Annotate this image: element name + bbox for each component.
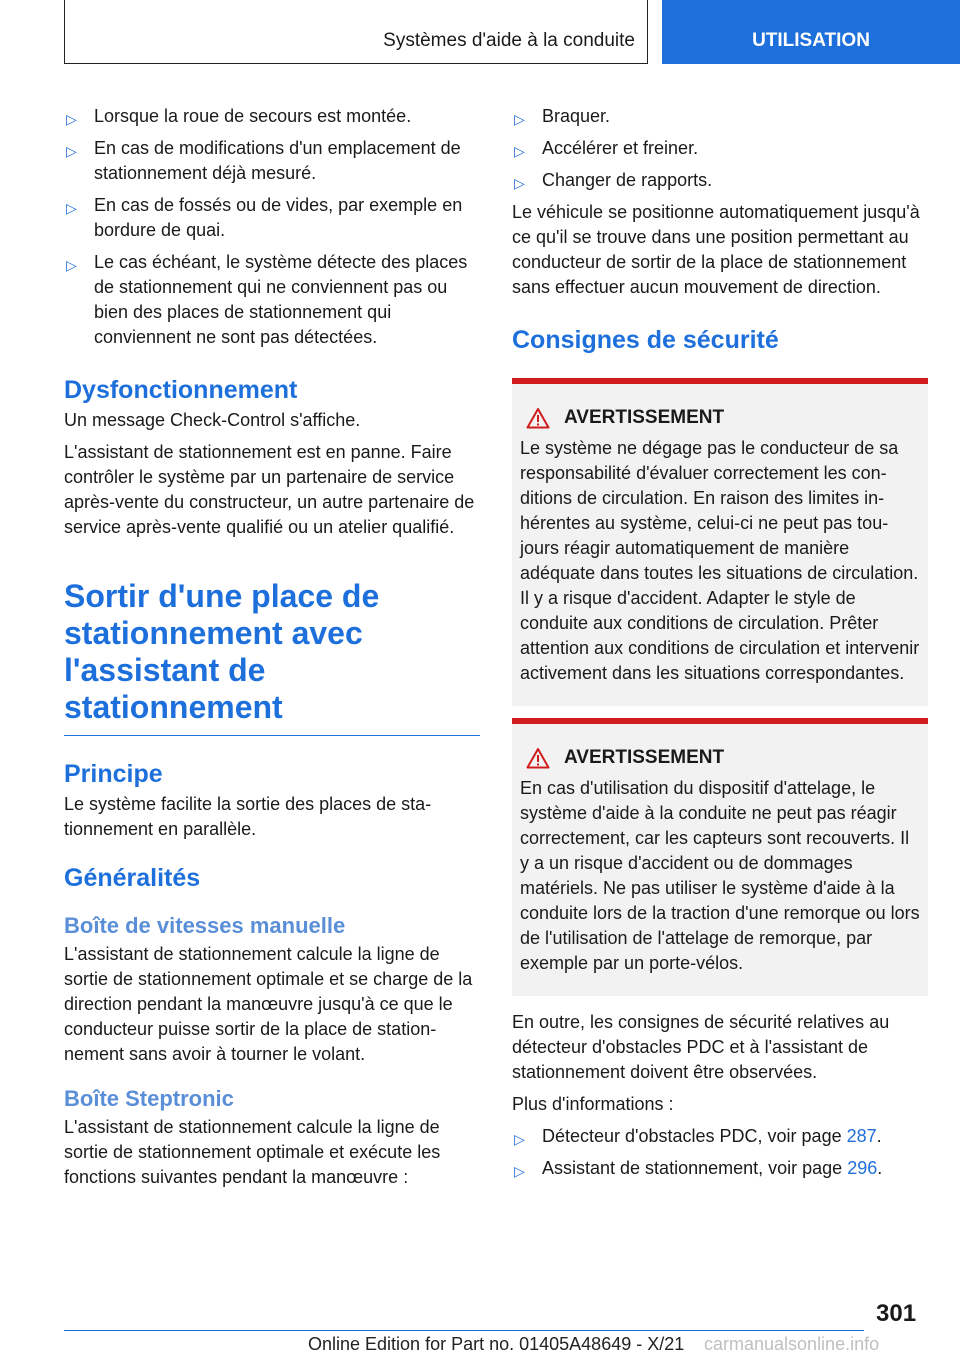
footer-divider (64, 1330, 864, 1331)
list-item: ▷ En cas de modifications d'un emplacement de stationnement déjà mesuré. (66, 138, 461, 183)
footer-edition: Online Edition for Part no. 01405A48649 - X/21 (308, 1334, 685, 1354)
page-link-287[interactable]: 287 (846, 1126, 877, 1146)
warning-title: AVERTISSEMENT (526, 746, 920, 770)
page-number: 301 (876, 1300, 917, 1327)
paragraph: Un message Check-Control s'affiche. (64, 410, 361, 430)
paragraph: L'assistant de stationnement calcule la ligne de sortie de stationnement optimale et exécute les fonctions suivantes pendant la manœuvre : (64, 1117, 441, 1187)
right-column (512, 104, 928, 1181)
list-item: ▷ Changer de rapports. (512, 168, 928, 193)
paragraph: L'assistant de stationnement calcule la ligne de sortie de stationnement optimale et se charge de la direction pendant la manœuvre jusqu'à ce que le conducteur puisse sortir de la place de stationnement sans avoir à tourner le volant. (64, 944, 473, 1064)
list-item: ▷ Le cas échéant, le système détecte des places de stationnement qui ne conviennent pas ou bien des places de stationnement qui conviennent ne sont pas détectées. (66, 252, 468, 347)
list-item: ▷ Lorsque la roue de secours est montée. (64, 104, 480, 129)
list-item: ▷ Assistant de stationnement, voir page 296. (512, 1156, 928, 1181)
header-section-title: Systèmes d'aide à la conduite (64, 0, 648, 64)
warning-box (512, 718, 928, 996)
list-item: ▷ Détecteur d'obstacles PDC, voir page 287. (512, 1124, 928, 1149)
paragraph: L'assistant de stationnement est en panne. Faire contrôler le système par un partenaire de service après-vente du constructeur, un autre partenaire de service après-vente qualifié ou un atelier qualifié. (64, 442, 475, 537)
triangle-bullet-icon: ▷ (66, 200, 77, 216)
triangle-bullet-icon: ▷ (66, 257, 77, 273)
watermark: carmanualsonline.info (700, 1334, 879, 1355)
warning-title: AVERTISSEMENT (526, 406, 920, 430)
list-item: ▷ En cas de fossés ou de vides, par exemple en bordure de quai. (66, 195, 463, 240)
section-title: Sortir d'une place de stationnement avec l'assistant de stationnement (64, 578, 480, 736)
heading-manual-gearbox: Boîte de vitesses manuelle (64, 913, 346, 938)
paragraph: Plus d'informations : (512, 1094, 674, 1114)
triangle-bullet-icon: ▷ (66, 143, 77, 159)
list-item: ▷ Braquer. (512, 104, 928, 129)
page-link-296[interactable]: 296 (847, 1158, 878, 1178)
warning-text: Le système ne dégage pas le conducteur de sa responsabilité d'évaluer correctement les conditions de circulation. En raison des limites inhérentes au système, celui-ci ne peut pas toujours réagir automatiquement de manière adéquate dans toutes les situations de circulation. Il y a risque d'accident. Adapter le style de conduite aux conditions de circulation. Prêter attention aux conditions de circulation et intervenir activement dans les situations correspondantes. (520, 438, 920, 683)
heading-principle: Principe (64, 760, 163, 788)
triangle-bullet-icon: ▷ (514, 1163, 525, 1179)
triangle-bullet-icon: ▷ (514, 1131, 525, 1147)
warning-text: En cas d'utilisation du dispositif d'attelage, le système d'aide à la conduite ne peut pas réagir correctement, car les capteurs sont recouverts. Il y a un risque d'accident ou de dommages matériels. Ne pas utiliser le système d'aide à la conduite lors de la traction d'une remorque ou lors de l'utilisation de l'attelage de remorque, par exemple par un porte-vélos. (520, 778, 920, 973)
warning-triangle-icon (526, 747, 550, 769)
warning-triangle-icon (526, 407, 550, 429)
triangle-bullet-icon: ▷ (66, 111, 77, 127)
triangle-bullet-icon: ▷ (514, 143, 525, 159)
paragraph: Le système facilite la sortie des places de stationnement en parallèle. (64, 794, 432, 839)
heading-general: Généralités (64, 864, 201, 892)
paragraph: En outre, les consignes de sécurité relatives au détecteur d'obstacles PDC et à l'assistant de stationnement doivent être observées. (512, 1012, 890, 1082)
heading-malfunction: Dysfonctionnement (64, 376, 298, 404)
heading-safety: Consignes de sécurité (512, 326, 779, 354)
header-chapter-tab[interactable]: UTILISATION (662, 0, 960, 64)
paragraph: Le véhicule se positionne automatiquement jusqu'à ce qu'il se trouve dans une position permettant au conducteur de sortir de la place de stationnement sans effectuer aucun mouvement de direction. (512, 202, 920, 297)
triangle-bullet-icon: ▷ (514, 111, 525, 127)
left-column (64, 104, 480, 1190)
list-item: ▷ Accélérer et freiner. (512, 136, 928, 161)
warning-box (512, 378, 928, 706)
triangle-bullet-icon: ▷ (514, 175, 525, 191)
heading-steptronic: Boîte Steptronic (64, 1086, 234, 1111)
